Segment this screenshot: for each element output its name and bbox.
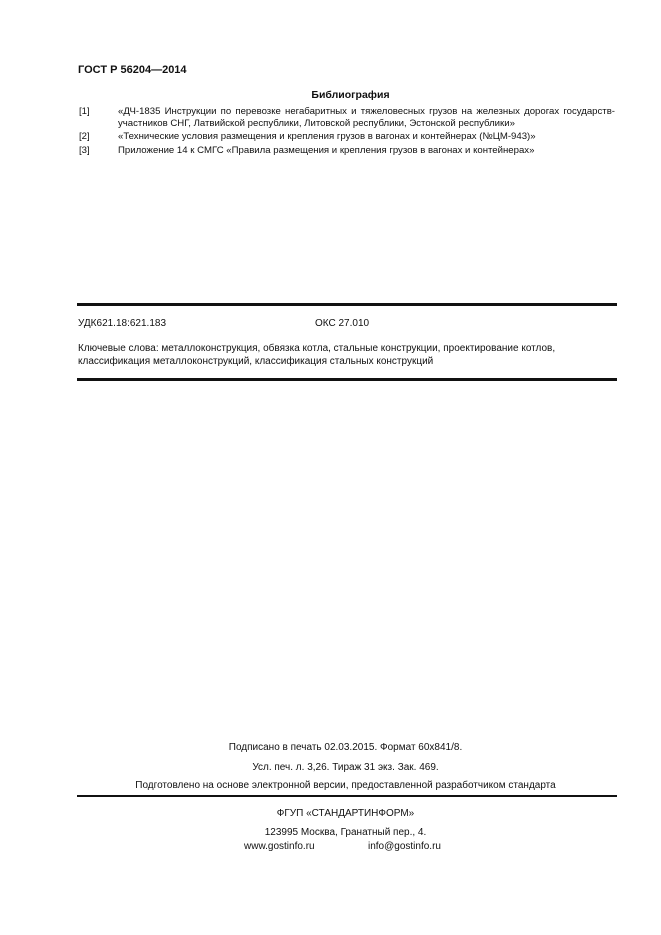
bibliography-item-number: [3] (79, 145, 90, 156)
keywords: Ключевые слова: металлоконструкция, обвязка котла, стальные конструкции, проектирование котлов, классификация металлоконструкций, классификация стальных конструкций (78, 343, 556, 367)
publisher-name: ФГУП «СТАНДАРТИНФОРМ» (276, 808, 415, 819)
bibliography-item-number: [2] (79, 131, 90, 142)
udk-code: УДК621.18:621.183 (78, 318, 167, 329)
bibliography-title: Библиография (311, 89, 390, 101)
publisher-address: 123995 Москва, Гранатный пер., 4. (264, 827, 427, 838)
imprint-divider (77, 795, 617, 797)
divider-bottom (77, 378, 617, 381)
publisher-website-link[interactable]: www.gostinfo.ru (244, 841, 315, 852)
bibliography-item-text: «ДЧ-1835 Инструкции по перевозке негабаритных и тяжеловесных грузов на железных дорогах государств-участников СНГ, Латвийской республики, Литовской республики, Эстонской республики» (118, 106, 615, 129)
bibliography-item-text: Приложение 14 к СМГС «Правила размещения и крепления грузов в вагонах и контейнерах» (118, 145, 535, 156)
bibliography-item-text: «Технические условия размещения и крепления грузов в вагонах и контейнерах (№ЦМ-943)» (118, 131, 536, 142)
imprint-signed: Подписано в печать 02.03.2015. Формат 60x841/8. (228, 742, 463, 753)
publisher-email-link[interactable]: info@gostinfo.ru (368, 841, 441, 852)
imprint-print-info: Усл. печ. л. 3,26. Тираж 31 экз. Зак. 469. (252, 762, 439, 773)
imprint-prepared: Подготовлено на основе электронной версии, предоставленной разработчиком стандарта (135, 780, 556, 791)
bibliography-item-number: [1] (79, 106, 90, 117)
divider-top (77, 303, 617, 306)
document-code: ГОСТ Р 56204—2014 (78, 64, 187, 76)
oks-code: ОКС 27.010 (315, 318, 370, 329)
